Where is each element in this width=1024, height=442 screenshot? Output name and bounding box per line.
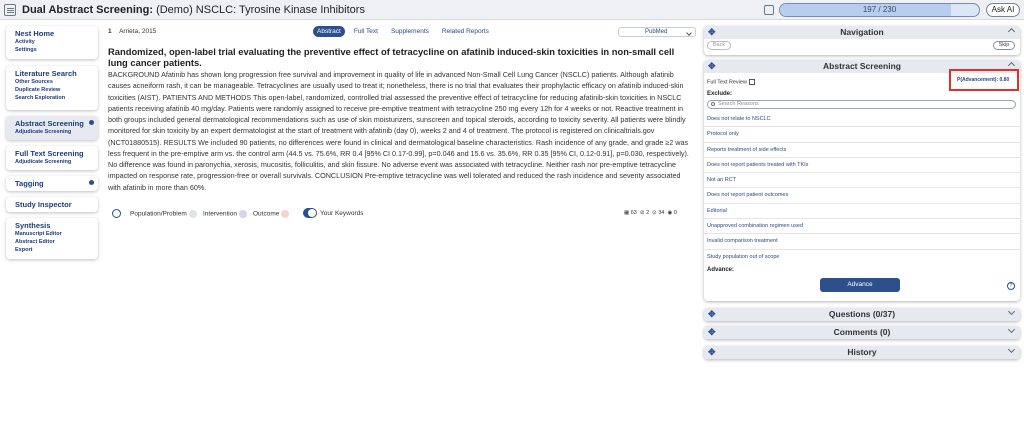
sidebar-item-nest-home[interactable]: Nest Home	[15, 29, 55, 38]
page-title	[22, 4, 365, 16]
sidebar-item-settings[interactable]: Settings	[15, 47, 37, 53]
tab-related-reports[interactable]: Related Reports	[441, 28, 489, 35]
help-icon[interactable]: ?	[1007, 282, 1015, 290]
sidebar-item-full-text-screening[interactable]: Full Text Screening	[15, 149, 84, 158]
menu-icon[interactable]	[4, 4, 16, 16]
exclusion-reason[interactable]: Does not report patients treated with TKIs	[704, 158, 1020, 173]
exclude-label: Exclude:	[707, 91, 733, 97]
keyword-population-label: Population/Problem	[130, 210, 187, 218]
your-keywords-toggle[interactable]	[303, 208, 317, 218]
comments-title: Comments (0)	[833, 327, 891, 337]
progress-text: 197 / 230	[862, 5, 897, 14]
abstract-screening-panel	[704, 60, 1020, 301]
exclusion-reason[interactable]: Does not report patient outcomes	[704, 188, 1020, 203]
search-placeholder: Search Reasons	[718, 101, 759, 107]
comments-header[interactable]	[704, 326, 1020, 339]
questions-panel	[704, 308, 1020, 321]
keyword-intervention[interactable]	[203, 210, 247, 218]
keyword-legend	[110, 208, 694, 220]
chevron-up-icon[interactable]	[1008, 28, 1015, 35]
advance-label: Advance:	[707, 267, 735, 273]
ask-ai-button[interactable]: Ask AI	[986, 3, 1020, 17]
keyword-your-keywords: Your Keywords	[320, 210, 364, 217]
exclusion-reason-list	[704, 112, 1020, 263]
skip-button[interactable]: Skip	[993, 41, 1015, 50]
tab-abstract[interactable]: Abstract	[313, 26, 345, 37]
navigation-panel	[704, 26, 1020, 55]
full-text-review-checkbox[interactable]	[749, 79, 755, 85]
abstract-screening-title: Abstract Screening	[823, 61, 901, 71]
source-select-value: PubMed	[645, 29, 668, 35]
sidebar-item-adjudicate-full-text[interactable]: Adjudicate Screening	[15, 159, 72, 165]
record-meta	[108, 28, 156, 35]
flags-count: 2	[646, 210, 650, 216]
keyword-radio[interactable]	[112, 209, 121, 218]
sidebar	[6, 26, 98, 265]
sidebar-group-abstract-screening	[6, 116, 98, 140]
tab-supplements[interactable]: Supplements	[390, 28, 429, 35]
p-advancement-highlight	[949, 69, 1019, 91]
screening-progress-bar	[779, 3, 980, 17]
sidebar-group-nest-home	[6, 26, 98, 59]
exclusion-reason[interactable]: Unapproved combination regimen used	[704, 219, 1020, 234]
search-icon	[711, 102, 715, 106]
chevron-down-icon[interactable]	[1008, 346, 1015, 353]
history-title: History	[847, 347, 877, 357]
navigation-title: Navigation	[840, 27, 884, 37]
top-bar	[0, 0, 1024, 20]
chevron-down-icon	[686, 30, 692, 36]
chevron-down-icon[interactable]	[1008, 308, 1015, 315]
advance-button[interactable]: Advance	[820, 278, 900, 292]
questions-title: Questions (0/37)	[828, 309, 896, 319]
sidebar-item-other-sources[interactable]: Other Sources	[15, 79, 53, 85]
exclusion-reason[interactable]: Protocol only	[704, 127, 1020, 142]
drag-handle-icon[interactable]: ✥	[708, 309, 716, 319]
keyword-intervention-label: Intervention	[203, 210, 237, 218]
sidebar-group-synthesis	[6, 218, 98, 259]
history-panel	[704, 346, 1020, 359]
questions-header[interactable]	[704, 308, 1020, 321]
sidebar-item-tagging[interactable]: Tagging	[15, 179, 44, 188]
full-text-review-toggle[interactable]	[707, 79, 755, 85]
history-header[interactable]	[704, 346, 1020, 359]
list-icon[interactable]	[764, 5, 774, 15]
nest-name: (Demo) NSCLC: Tyrosine Kinase Inhibitors	[153, 4, 365, 16]
exclusion-reason[interactable]: Editorial	[704, 204, 1020, 219]
record-counts: ▦ 63 ⊘ 2 ⊙ 34 ◉ 0	[624, 210, 677, 216]
sidebar-item-adjudicate-screening[interactable]: Adjudicate Screening	[15, 129, 72, 135]
exclusion-reason[interactable]: Study population out of scope	[704, 250, 1020, 263]
sidebar-item-search-exploration[interactable]: Search Exploration	[15, 95, 66, 101]
sidebar-item-abstract-editor[interactable]: Abstract Editor	[15, 239, 55, 245]
sidebar-item-abstract-screening[interactable]: Abstract Screening	[15, 119, 84, 128]
exclusion-reason[interactable]: Does not relate to NSCLC	[704, 112, 1020, 127]
screening-mode-label: Dual Abstract Screening:	[22, 4, 154, 16]
other-count: 0	[673, 210, 677, 216]
checks-count: 34	[658, 210, 665, 216]
intervention-dot	[239, 210, 247, 218]
chevron-down-icon[interactable]	[1008, 326, 1015, 333]
sidebar-item-duplicate-review[interactable]: Duplicate Review	[15, 87, 61, 93]
sidebar-group-tagging	[6, 176, 98, 191]
p-advancement-value: P(Advancement): 0.80	[957, 77, 1010, 83]
exclusion-reason[interactable]: Reports treatment of side effects	[704, 143, 1020, 158]
gear-icon[interactable]	[89, 120, 94, 125]
back-button[interactable]: Back	[707, 41, 731, 50]
search-reasons-input[interactable]	[707, 100, 1016, 109]
sidebar-item-manuscript-editor[interactable]: Manuscript Editor	[15, 231, 62, 237]
population-dot	[189, 210, 197, 218]
sidebar-item-literature-search[interactable]: Literature Search	[15, 69, 77, 78]
outcome-dot	[281, 210, 289, 218]
sidebar-item-export[interactable]: Export	[15, 247, 33, 253]
full-text-review-label: Full Text Review	[707, 79, 747, 86]
drag-handle-icon[interactable]: ✥	[708, 61, 716, 71]
tab-full-text[interactable]: Full Text	[353, 28, 378, 35]
exclusion-reason[interactable]: Not an RCT	[704, 173, 1020, 188]
keyword-outcome-label: Outcome	[253, 210, 280, 218]
sidebar-group-literature-search	[6, 66, 98, 110]
refs-count: 63	[630, 210, 637, 216]
navigation-header[interactable]	[704, 26, 1020, 39]
chevron-up-icon[interactable]	[1008, 62, 1015, 69]
drag-handle-icon[interactable]: ✥	[708, 347, 716, 357]
source-select[interactable]	[618, 27, 696, 37]
drag-handle-icon[interactable]: ✥	[708, 327, 716, 337]
sidebar-item-synthesis[interactable]: Synthesis	[15, 221, 51, 230]
gear-icon[interactable]	[89, 180, 94, 185]
drag-handle-icon[interactable]: ✥	[708, 27, 716, 37]
sidebar-item-activity[interactable]: Activity	[15, 39, 35, 45]
record-abstract: BACKGROUND Afatinib has shown long progression free survival and improvement in quality of life in advanced Non-Small Cell Lung Cancer (NSCLC) patients. Although afatinib causes acneiform rash, it can be manageable. Tetracyclines are usually used to treat it; nonetheless, there is no trial that evaluates their prophylactic efficacy on afatinib induced-skin toxicities (AIST). PATIENTS AND METHODS This open-label, randomized, controlled trial assessed the preventive effect of tetracycline for reducing afatinib-skin toxicities in NSCLC patients receiving afatinib 40 mg/day. Patients were randomly assigned to receive pre-emptive treatment with tetracycline 250 mg every 12h for 4 weeks or not. Reactive treatment in both groups included general dermatological recommendations such as use of skin moisturizers, sunscreen and topical steroids, according to toxicity severity. All patients were blindly monitored for skin toxicity by an expert dermatologist at the start of treatment with afatinib (day 0), weeks 2 and 4 of treatment. The protocol is registered on clinicaltrials.gov (NCT01880515). RESULTS We included 90 patients, no differences were found in clinical and dermatological baseline characteristics. Rash incidence of any grade, and grade ≥2 was less frequent in the pre-emptive arm vs. the control arm (44.5 vs. 75.6%, RR 0.4 [95% CI 0.17-0.99], p=0.046 and 15.6 vs. 35.6%, RR 0.35 [95% CI, 0.12-0.91], p=0.030, respectively). No difference was found in paronychia, xerosis, mucositis, folliculitis, and skin fissure. No adverse event was associated with tetracycline. Neither rash nor pre-emptive tetracycline impacted on response rate, progression-free or overall survivals. CONCLUSION Pre-emptive tetracycline was well tolerated and reduced the rash incidence and severity associated with afatinib in more than 60%.	[108, 70, 689, 192]
exclusion-reason[interactable]: Invalid comparison treatment	[704, 234, 1020, 249]
keyword-outcome[interactable]	[253, 210, 289, 218]
record-tabs	[313, 26, 493, 37]
record-title: Randomized, open-label trial evaluating the preventive effect of tetracycline on afatinib induced-skin toxicities in non-small cell lung cancer patients.	[108, 46, 675, 68]
comments-panel	[704, 326, 1020, 339]
sidebar-group-study-inspector	[6, 197, 98, 212]
record-citation: Arrieta, 2015	[119, 28, 157, 35]
sidebar-item-study-inspector[interactable]: Study Inspector	[15, 200, 72, 209]
sidebar-group-full-text-screening	[6, 146, 98, 170]
record-number: 1	[108, 28, 112, 35]
keyword-population[interactable]	[130, 210, 197, 218]
